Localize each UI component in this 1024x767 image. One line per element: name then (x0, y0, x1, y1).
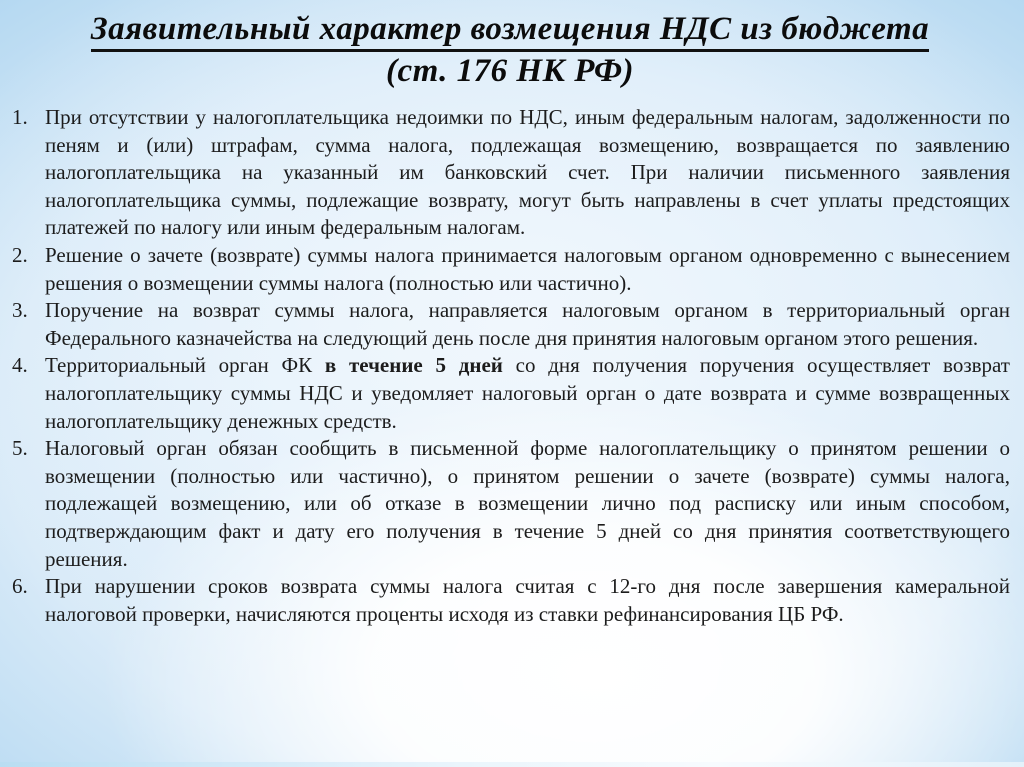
list-item-text: При отсутствии у налогоплательщика недоимки по НДС, иным федеральным налогам, задолженности по пеням и (или) штрафам, сумма налога, подлежащая возмещению, возвращается по заявлению налогоплательщика на указанный им банковский счет. При наличии письменного заявления налогоплательщика суммы, подлежащие возврату, могут быть направлены в счет уплаты предстоящих платежей по налогу или иным федеральным налогам. (45, 105, 1010, 240)
list-item (10, 352, 1010, 435)
list-item-text: Решение о зачете (возврате) суммы налога принимается налоговым органом одновременно с вынесением решения о возмещении суммы налога (полностью или частично). (45, 242, 1010, 295)
slide-title (10, 8, 1010, 92)
list-item-number: 6. (12, 574, 28, 599)
list-item (10, 297, 1010, 352)
slide-title-line2: (ст. 176 НК РФ) (385, 53, 635, 89)
list-item-text: При нарушении сроков возврата суммы налога считая с 12-го дня после завершения камеральной налоговой проверки, начисляются проценты исходя из ставки рефинансирования ЦБ РФ. (45, 574, 1010, 626)
list-item-text: Налоговый орган обязан сообщить в письменной форме налогоплательщику о принятом решении о возмещении (полностью или частично), о принятом решении о зачете (возврате) суммы налога, подлежащей возмещению, или об отказе в возмещении лично под расписку или иным способом, подтверждающим факт и дату его получения в течение 5 дней со дня принятия соответствующего решения. (45, 436, 1010, 571)
list-item-number: 3. (12, 298, 28, 323)
vat-refund-list (10, 104, 1010, 628)
list-item (10, 435, 1010, 573)
list-item-number: 1. (12, 105, 28, 129)
list-item (10, 104, 1010, 242)
list-item-text: Поручение на возврат суммы налога, направляется налоговым органом в территориальный орган Федерального казначейства на следующий день после дня принятия налоговым органом этого решения. (45, 298, 1010, 350)
list-item-number: 2. (12, 242, 28, 267)
slide-title-line1 (10, 8, 1010, 50)
list-item-number: 4. (12, 353, 28, 378)
list-item (10, 573, 1010, 628)
list-item-text: Территориальный орган ФК в течение 5 дней со дня получения поручения осуществляет возврат налогоплательщику суммы НДС и уведомляет налоговый орган о дате возврата и сумме возвращенных налогоплательщику денежных средств. (45, 353, 1010, 433)
slide-bottom-edge-decoration (0, 762, 1024, 767)
slide-title-line1-text: Заявительный характер возмещения НДС из бюджета (91, 11, 929, 52)
list-item-number: 5. (12, 436, 28, 461)
list-item (10, 242, 1010, 297)
